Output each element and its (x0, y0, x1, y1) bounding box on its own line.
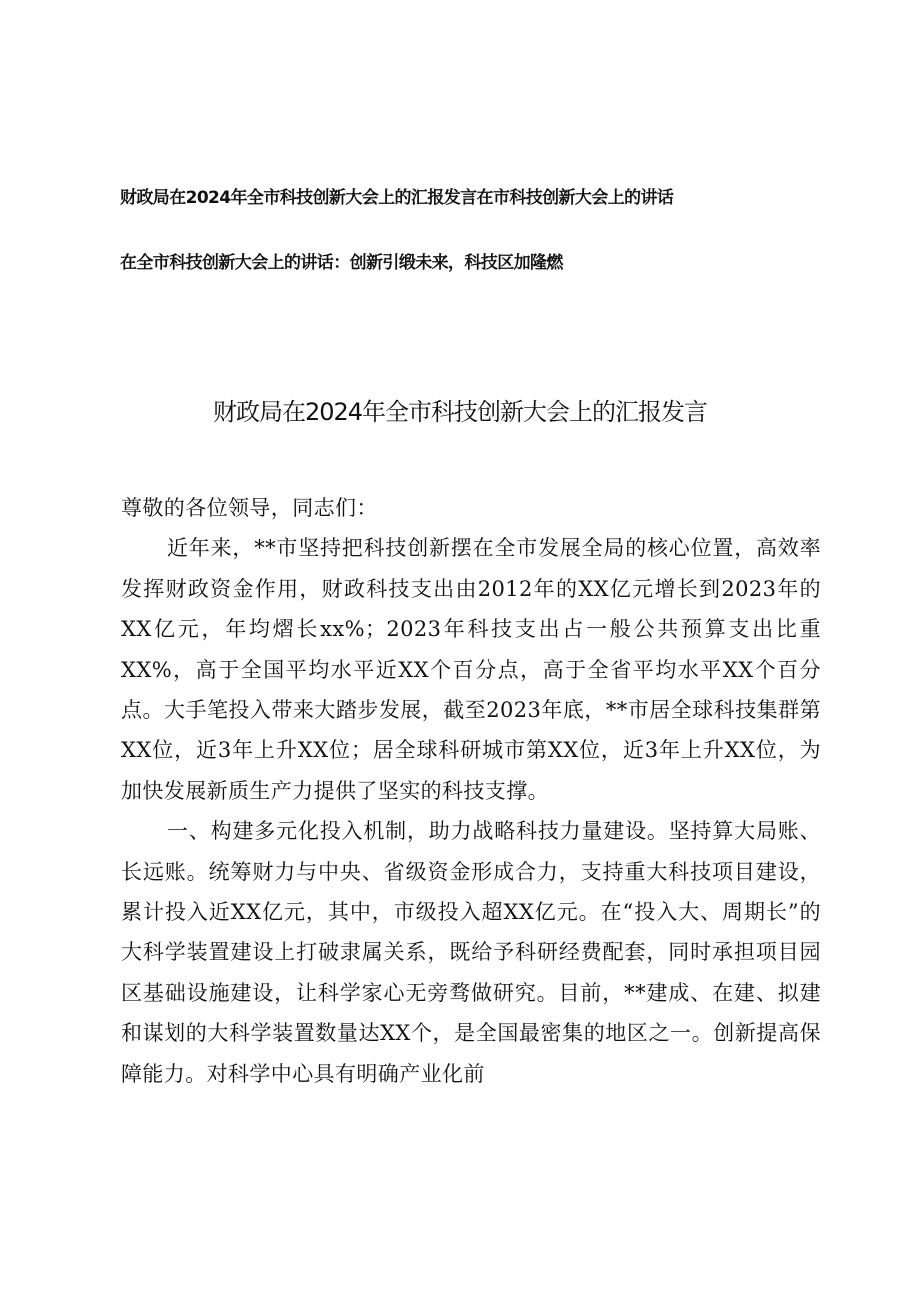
salutation: 尊敬的各位领导，同志们： (121, 496, 378, 520)
document-body (121, 488, 821, 1094)
paragraph-intro: 近年来，**市坚持把科技创新摆在全市发展全局的核心位置，高效率发挥财政资金作用，财政科技支出由2012年的XX亿元增长到2023年的XX亿元，年均熠长xx%；2023年科技支出占一般公共预算支出比重XX%，高于全国平均水平近XX个百分点，高于全省平均水平XX个百分点。大手笔投入带来大踏步发展，截至2023年底，**市居全球科技集群第XX位，近3年上升XX位；居全球科研城市第XX位，近3年上升XX位，为加快发展新质生产力提供了坚实的科技支撑。 (121, 536, 821, 803)
document-title: 财政局在2024年全市科技创新大会上的汇报发言 (212, 398, 708, 426)
toc-line-1[interactable]: 财政局在2024年全市科技创新大会上的汇报发言在市科技创新大会上的讲话 (120, 188, 674, 208)
paragraph-section-1: 一、构建多元化投入机制，助力战略科技力量建设。坚持算大局账、长远账。统筹财力与中央、省级资金形成合力，支持重大科技项目建设，累计投入近XX亿元，其中，市级投入超XX亿元。在“投入大、周期长”的大科学装置建设上打破隶属关系，既给予科研经费配套，同时承担项目园区基础设施建设，让科学家心无旁骛做研究。目前，**建成、在建、拟建和谋划的大科学装置数量达XX个，是全国最密集的地区之一。创新提高保障能力。对科学中心具有明确产业化前 (121, 819, 821, 1086)
toc-line-2[interactable]: 在全市科技创新大会上的讲话：创新引缎未来，科技区加隆燃 (120, 253, 563, 273)
